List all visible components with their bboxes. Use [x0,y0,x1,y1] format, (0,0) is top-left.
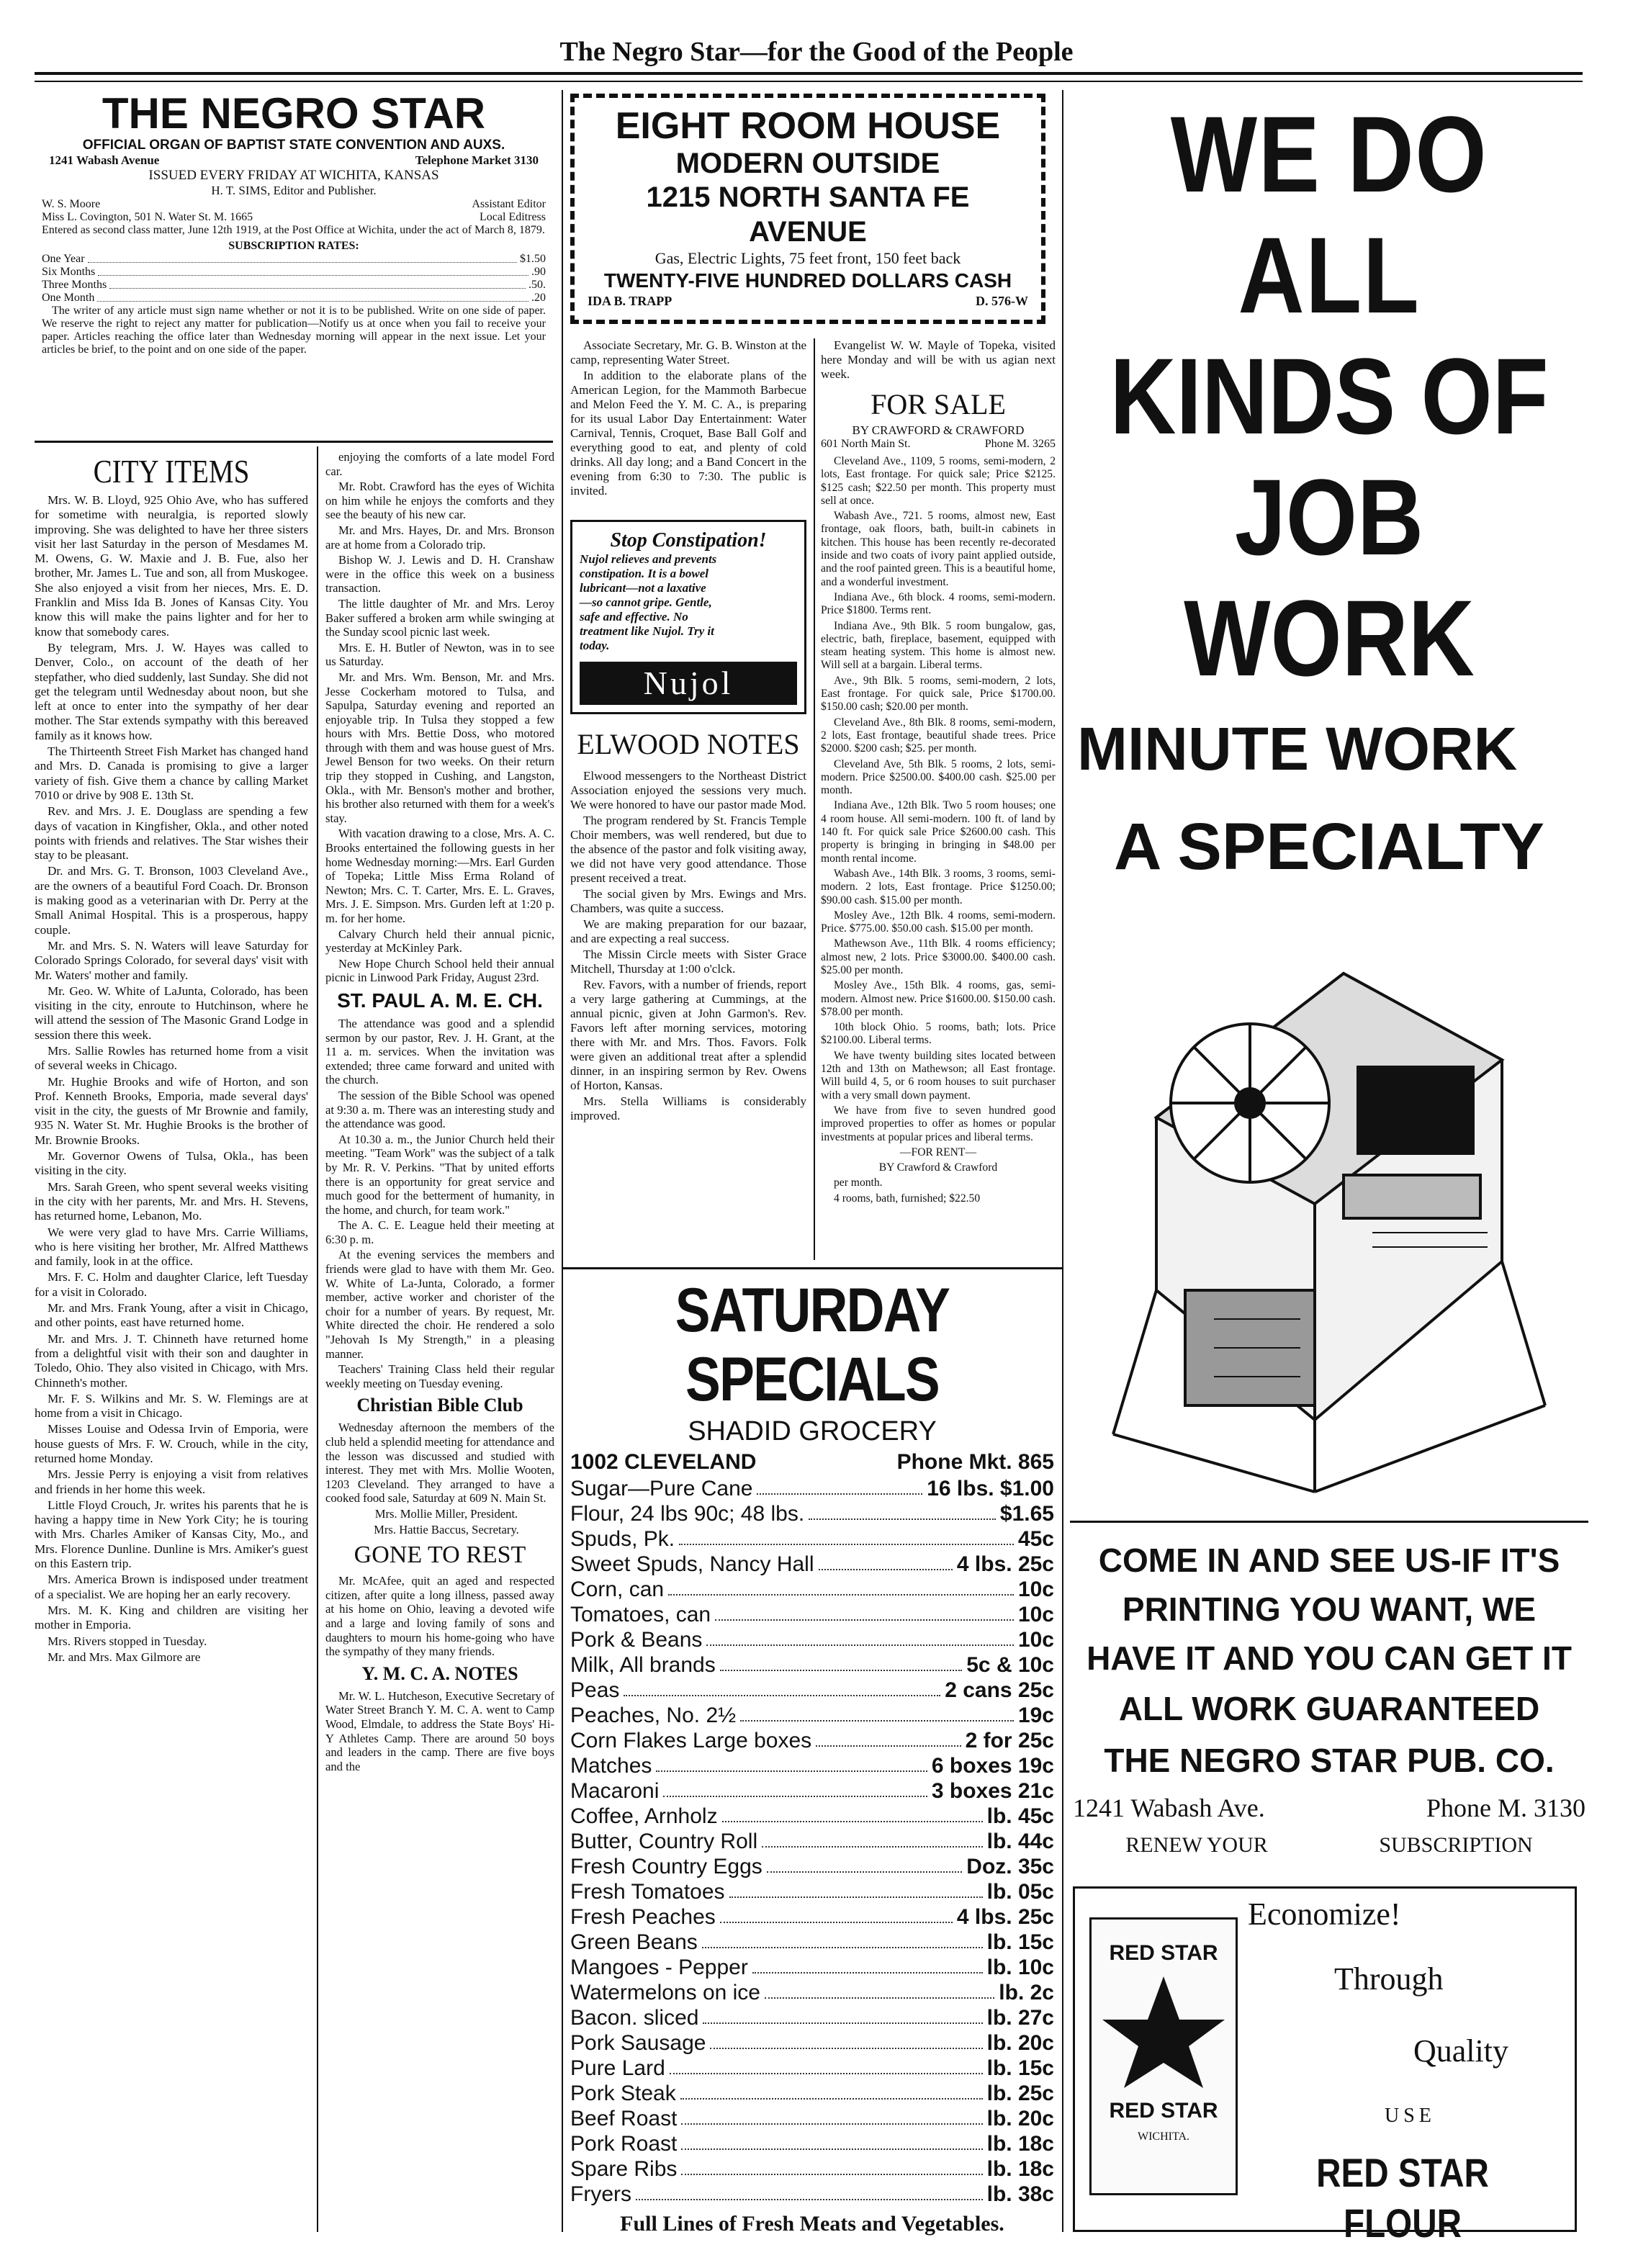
listing: Wabash Ave., 721. 5 rooms, almost new, East frontage, oak floors, bath, built-in cabinets in kitchen. This house has been recently re-decorated inside and two coats of ivory paint applied outside, and the roof painted green. This is a beautiful home, and a wonderful investment. [821,510,1056,588]
house-ad-line4: Gas, Electric Lights, 75 feet front, 150 feet back [654,249,961,267]
grocery-item-price: lb. 10c [986,1956,1054,1979]
grocery-item [570,1879,1054,1904]
rate-term: One Year [42,253,85,265]
masthead-phone: Telephone Market 3130 [415,153,539,167]
flour-brand: RED STAR FLOUR [1316,2150,1489,2246]
job-ad-lower [1070,1521,1588,1861]
nujol-headline: Stop Constipation! [610,529,767,552]
local-editress-role: Local Editress [480,211,546,223]
news-item: Mrs. Jessie Perry is enjoying a visit from relatives and friends in her home this week. [35,1467,308,1496]
leader-dots [624,1678,940,1696]
listing: Cleveland Ave., 8th Blk. 8 rooms, semi-modern, 2 lots, East frontage, beautiful shade trees. Price $2000. $200 cash; $25. per month. [821,716,1056,755]
flour-bag-top-label: RED STAR [1109,1941,1218,1965]
for-rent-title: —FOR RENT— [899,1146,977,1158]
grocery-item-price: 16 lbs. $1.00 [927,1477,1054,1500]
leader-dots [702,1930,983,1948]
rate-term: One Month [42,292,95,304]
news-item: In addition to the elaborate plans of the American Legion, for the Mammoth Barbecue and Melon Feed the Y. M. C. A., is preparing for its usual Labor Day Entertainment: Water Carnival, Tennis, Croquet, Base Ball Golf and everything good to eat, and plenty of cold drinks. All day long; and a Band Concert in the evening from 6:30 to 7:30. The public is invited. [570,369,806,498]
news-item: Mrs. W. B. Lloyd, 925 Ohio Ave, who has suffered for sometime with neuralgia, is reported slowly improving. She was delighted to have her three sisters visit her last Saturday in the person of Mesdames M. M. Owens, G. W. Maxie and J. B. Fue, also her brother, Mr. James L. Tue and son, all from Muskogee. She also enjoyed a visit from her nieces, Mrs. E. D. Franklin and Miss Ida B. Jones of Kansas City. You know this will make the pains lighter and for her to know that somebody cares. [35,493,308,639]
listing: Wabash Ave., 14th Blk. 3 rooms, 3 rooms, semi-modern. 2 lots, East frontage. Price $1250.00; $90.00 cash. $15.00 per month. [821,867,1056,906]
top-rule-thin [35,81,1583,82]
news-item: Elwood messengers to the Northeast District Association enjoyed the sessions very much. We were honored to have our pastor made Mod. [570,769,806,811]
news-item: Mr. and Mrs. Wm. Benson, Mr. and Mrs. Jesse Cockerham motored to Tulsa, and Sapulpa, Saturday evening and reported an enjoyable trip. In Tulsa they stopped a few hours with Mrs. Bettie Doss, who motored through with them and was house guest of Mrs. Jewel Benson for two weeks. On their return trip they stopped in Cushing, and Langston, Okla., with Mr. Benson's mother and brother, his brother also returned with them for a week's stay. [325,670,554,825]
house-ad-phone: D. 576-W [976,294,1028,308]
column-rule-3 [814,338,815,1260]
news-item: The session of the Bible School was opened at 9:30 a. m. There was an interesting study and the attendance was good. [325,1088,554,1131]
elwood-title: ELWOOD NOTES [577,728,800,760]
grocery-item [570,1854,1054,1879]
grocery-item-name: Pork Roast [570,2132,678,2156]
news-item: Mr. W. L. Hutcheson, Executive Secretary of Water Street Branch Y. M. C. A. went to Camp Wood, Elmdale, to address the State Boys' Hi-Y Athletes Camp. There are around 50 boys and leaders in the camp. There are five boys and the [325,1688,554,1773]
column-rule-2 [562,90,563,2232]
rate-price: .90 [531,266,546,278]
news-item: We were very glad to have Mrs. Carrie Williams, who is here visiting her brother, Mr. Alfred Matthews and family, look in at the office. [35,1225,308,1269]
grocery-item [570,1728,1054,1753]
listing: Mosley Ave., 12th Blk. 4 rooms, semi-modern. Price. $775.00. $50.00 cash. $15.00 per month. [821,909,1056,935]
grocery-item [570,2005,1054,2030]
news-item: Rev. Favors, with a number of friends, report a very large gathering at Cummings, at the annual picnic, given at John Garmon's. Rev. Favors left after morning services, motoring there with Mr. and Mrs. Thos. Favors. Folk were given an additional treat after a splendid dinner, in an inspiring sermon by Rev. Owens of Horton, Kansas. [570,978,806,1092]
job-ad-phone: Phone M. 3130 [1426,1794,1585,1822]
column-four [821,338,1056,1207]
listing: Mathewson Ave., 11th Blk. 4 rooms efficiency; almost new, 2 lots. Price $3000.00. $400.00 cash. $25.00 per month. [821,937,1056,976]
city-items-body [35,493,308,1665]
for-sale-address: 601 North Main St. [821,438,911,450]
column-two [325,450,554,1775]
leader-dots [715,1602,1014,1621]
flour-quality: Quality [1413,2033,1508,2069]
house-ad-line3: 1215 NORTH SANTA FE AVENUE [646,181,970,248]
column-three-top [570,338,806,498]
masthead [35,90,553,356]
news-item: Mr. and Mrs. J. T. Chinneth have returned home from a delightful visit with their son and daughter in Toledo, Ohio. They also visited in Chicago, with Mrs. Chinneth's mother. [35,1331,308,1390]
news-item: Misses Louise and Odessa Irvin of Emporia, were house guests of Mrs. F. W. Crouch, while in the city, returned home Monday. [35,1422,308,1465]
leader-dots [670,2056,983,2074]
grocery-item-price: lb. 20c [986,2031,1054,2055]
job-ad-line6: COME IN AND SEE US-IF IT'S [1098,1542,1560,1579]
job-ad-line2: KINDS OF [1110,336,1549,456]
news-item: Teachers' Training Class held their regular weekly meeting on Tuesday evening. [325,1362,554,1390]
news-item: Mrs. Sarah Green, who spent several weeks visiting in the city with her parents, Mr. and Mrs. H. Stevens, has returned home, Lebanon, Mo. [35,1179,308,1223]
grocery-item [570,1778,1054,1804]
grocery-item-price: lb. 05c [986,1880,1054,1904]
news-item: Mr. Robt. Crawford has the eyes of Wichita on him while he enjoys the comforts and they see the beauty of his new car. [325,480,554,522]
news-item: Mr. and Mrs. Max Gilmore are [48,1650,201,1664]
news-item: Mrs. Stella Williams is considerably improved. [570,1094,806,1122]
nujol-brand: Nujol [580,662,797,705]
news-item: Mr. Hughie Brooks and wife of Horton, and son Prof. Kenneth Brooks, Emporia, made several days' visit in the city, the guests of Mr Brownie and family, 935 N. Water St. Mr. Hughie Brooks is the brother of Mr. Brownie Brooks. [35,1074,308,1147]
listing: 10th block Ohio. 5 rooms, bath; lots. Price $2100.00. Liberal terms. [821,1021,1056,1047]
grocery-item-price: lb. 2c [999,1981,1054,2004]
grocery-item [570,1552,1054,1577]
grocery-item-price: 10c [1017,1628,1054,1652]
grocery-item [570,1501,1054,1526]
grocery-item [570,1526,1054,1552]
elwood-body [570,769,806,1123]
grocery-item [570,2131,1054,2156]
grocery-store: SHADID GROCERY [688,1416,937,1446]
asst-editor-role: Assistant Editor [472,198,546,210]
leader-dots [720,1904,953,1923]
rate-term: Six Months [42,266,96,278]
masthead-bottom-rule [35,441,553,443]
news-item: The program rendered by St. Francis Temple Choir members, was well rendered, but due to the absence of the pastor and folk visiting away, we did not have very good attendance. Those present received a treat. [570,814,806,885]
news-item: Mrs. Sallie Rowles has returned home from a visit of several weeks in Chicago. [35,1043,308,1073]
rates-title: SUBSCRIPTION RATES: [228,240,359,252]
news-item: The attendance was good and a splendid sermon by our pastor, Rev. J. H. Grant, at the 11 a. m. services. When the invitation was extended; three came forward and united with the church. [325,1016,554,1087]
grocery-item-name: Macaroni [570,1779,660,1803]
column-rule-4 [1062,90,1063,2232]
grocery-price-list [570,1476,1054,2207]
grocery-item-price: $1.65 [999,1502,1054,1526]
flour-economize: Economize! [1248,1896,1401,1932]
grocery-item-price: 4 lbs. 25c [956,1552,1054,1576]
leader-dots [819,1552,953,1570]
grocery-item [570,1753,1054,1778]
news-item: The little daughter of Mr. and Mrs. Leroy Baker suffered a broken arm while swinging at the Sunday scool picnic last week. [325,596,554,639]
running-head: The Negro Star—for the Good of the People [559,37,1074,67]
grocery-item-price: 2 for 25c [965,1729,1054,1752]
grocery-item [570,1476,1054,1501]
st-paul-title: ST. PAUL A. M. E. CH. [337,989,543,1012]
grocery-item [570,2081,1054,2106]
grocery-item-name: Fresh Tomatoes [570,1880,725,1904]
news-item: With vacation drawing to a close, Mrs. A. C. Brooks entertained the following guests in her home Wednesday morning:—Mrs. Earl Gurden of Topeka; Little Miss Erma Roland of Newton; Mrs. C. T. Carter, Mrs. E. L. Graves, Mrs. J. E. Simpson. Mrs. Gurden left at 1:20 p. m. for her home. [325,827,554,925]
job-ad-line8: HAVE IT AND YOU CAN GET IT [1087,1639,1572,1677]
leader-dots [757,1476,922,1495]
grocery-item-name: Corn, can [570,1578,665,1601]
for-sale-listings [821,455,1056,1205]
column-two-body [325,450,554,1773]
column-three [570,338,806,1125]
leader-dots [752,1955,983,1974]
news-item: Little Floyd Crouch, Jr. writes his parents that he is having a happy time in New York City; he is touring with Mrs. Charles Amiker of Kansas City, Mo., and Mrs. Florence Dunline. Dunline is Mrs. Amiker's guest on this Eastern trip. [35,1498,308,1571]
gone-to-rest-title: GONE TO REST [354,1542,526,1569]
house-ad-line5: TWENTY-FIVE HUNDRED DOLLARS CASH [603,269,1012,292]
grocery-item-price: lb. 20c [986,2107,1054,2130]
printing-press-icon [1070,887,1588,1521]
masthead-issued: ISSUED EVERY FRIDAY AT WICHITA, KANSAS [148,168,439,183]
house-ad-line2: MODERN OUTSIDE [675,148,940,179]
grocery-item-name: Sugar—Pure Cane [570,1477,753,1500]
grocery-item-name: Watermelons on ice [570,1981,760,2004]
flour-bag-bottom-label: RED STAR [1109,2099,1218,2123]
grocery-item-name: Pork Steak [570,2082,676,2105]
news-item: Mrs. E. H. Butler of Newton, was in to see us Saturday. [325,640,554,669]
shadid-grocery-ad [570,1276,1054,2238]
house-ad-line1: EIGHT ROOM HOUSE [615,105,1001,147]
flour-use: USE [1385,2105,1436,2127]
grocery-item-name: Fresh Peaches [570,1905,716,1929]
news-item: Mr. Governor Owens of Tulsa, Okla., has been visiting in the city. [35,1149,308,1178]
leader-dots [663,1778,927,1797]
grocery-item-name: Butter, Country Roll [570,1830,758,1853]
listing: We have twenty building sites located between 12th and 13th on Mathewson; all East frontage. Will build 4, 5, or 6 room houses to suit purchaser with a very small down payment. [821,1049,1056,1102]
leader-dots [767,1854,963,1873]
grocery-item [570,1955,1054,1980]
leader-dots [740,1703,1014,1722]
news-item: At the evening services the members and friends were glad to have with them Mr. Geo. W. White of La-Junta, Colorado, a former member, active worker and chorister of the choir for a number of years. By request, Mr. White directed the choir. He rendered a solo "Jehovah Is My Strength," in a pleasing manner. [325,1248,554,1361]
for-sale-phone: Phone M. 3265 [984,438,1056,450]
grocery-item-name: Flour, 24 lbs 90c; 48 lbs. [570,1502,805,1526]
renew-your: RENEW YOUR [1125,1833,1268,1857]
news-item: Mrs. America Brown is indisposed under treatment of a specialist. We are hoping her an early recovery. [35,1572,308,1601]
news-item: Mr. McAfee, quit an aged and respected citizen, after quite a long illness, passed away at his home on Ohio, leaving a devoted wife and a large and loving family of sons and daughters to mourn his home-going who have the sympathy of they many friends. [325,1574,554,1659]
grocery-item [570,2106,1054,2131]
news-item: Mrs. M. K. King and children are visiting her mother in Emporia. [35,1603,308,1632]
news-item: Calvary Church held their annual picnic, yesterday at McKinley Park. [325,927,554,955]
listing: We have from five to seven hundred good improved properties to offer as homes or popular investments at popular prices and liberal terms. [821,1104,1056,1143]
listing: Cleveland Ave., 1109, 5 rooms, semi-modern, 2 lots, East frontage. For quick sale; Price $2125. $125 cash; $22.50 per month. This property must sell at once. [821,455,1056,507]
leader-dots [729,1879,983,1898]
leader-dots [816,1728,961,1747]
red-star-flour-ad [1073,1886,1577,2246]
leader-dots [636,2182,983,2200]
city-items-title: CITY ITEMS [93,453,250,490]
news-item: New Hope Church School held their annual picnic in Linwood Park Friday, August 23rd. [325,956,554,985]
news-item: Mrs. Rivers stopped in Tuesday. [48,1634,207,1648]
news-item: At 10.30 a. m., the Junior Church held their meeting. "Team Work" was the subject of a talk by Mr. R. V. Perkins. "That by united efforts there is an opportunity for great service and much good for the betterment of humanity, in the home, and church, for team work." [325,1132,554,1217]
ymca-title: Y. M. C. A. NOTES [361,1662,518,1684]
leader-dots [710,2030,982,2049]
news-item: Bishop W. J. Lewis and D. H. Cranshaw were in the office this week on a business transaction. [325,553,554,595]
leader-dots [681,2131,982,2150]
leader-dots [703,2005,982,2024]
news-item: Evangelist W. W. Mayle of Topeka, visited here Monday and will be with us agian next week. [821,338,1056,381]
leader-dots [706,1627,1014,1646]
grocery-item-name: Milk, All brands [570,1653,716,1677]
grocery-item-price: lb. 15c [986,1930,1054,1954]
news-item: The social given by Mrs. Ewings and Mrs. Chambers, was quite a success. [570,887,806,915]
grocery-item-name: Fryers [570,2182,631,2206]
for-sale-title: FOR SALE [871,388,1006,420]
masthead-address: 1241 Wabash Avenue [49,153,160,167]
grocery-item-name: Pork & Beans [570,1628,703,1652]
grocery-item [570,1577,1054,1602]
rate-price: $1.50 [520,253,546,265]
news-item: enjoying the comforts of a late model Ford car. [325,450,554,478]
grocery-item-price: Doz. 35c [966,1855,1054,1878]
grocery-item [570,1703,1054,1728]
grocery-item-price: lb. 38c [986,2182,1054,2206]
grocery-item-name: Pork Sausage [570,2031,706,2055]
listing: Ave., 9th Blk. 5 rooms, semi-modern, 2 lots, East frontage. For quick sale, Price $1700.00. $150.00 cash; $20.00 per month. [821,674,1056,714]
listing: Mosley Ave., 15th Blk. 4 rooms, gas, semi-modern. Almost new. Price $1600.00. $150.00 cash. $78.00 per month. [821,979,1056,1018]
grocery-item-price: 3 boxes 21c [931,1779,1054,1803]
masthead-editor: H. T. SIMS, Editor and Publisher. [211,184,377,197]
news-item: The Missin Circle meets with Sister Grace Mitchell, Thursday at 1:00 o'clck. [570,948,806,976]
grocery-item-price: 6 boxes 19c [931,1754,1054,1778]
grocery-item-name: Mangoes - Pepper [570,1956,748,1979]
leader-dots [668,1577,1014,1596]
grocery-phone: Phone Mkt. 865 [896,1450,1054,1474]
grocery-item [570,1829,1054,1854]
flour-bag-city: WICHITA. [1137,2130,1190,2143]
house-for-sale-ad [570,94,1045,324]
masthead-notice: The writer of any article must sign name whether or not it is to be published. Write on one side of paper. We reserve the right to reject any matter for publication—Notify us at once when you fail to receive your paper. Articles reaching the office later than Wednesday morning will appear in the next issue. Let your articles be brief, to the point and on one side of the paper. [42,305,546,356]
grocery-item-name: Pure Lard [570,2056,665,2080]
grocery-item-name: Peaches, No. 2½ [570,1704,737,1727]
grocery-item-name: Fresh Country Eggs [570,1855,762,1878]
rate-term: Three Months [42,279,107,291]
grocery-item-price: 2 cans 25c [945,1678,1054,1702]
job-ad-line9: ALL WORK GUARANTEED [1118,1690,1540,1727]
job-work-ad [1070,94,1588,1861]
leader-dots [679,1526,1014,1545]
grocery-item [570,2156,1054,2182]
listing: Indiana Ave., 12th Blk. Two 5 room houses; one 4 room house. All semi-modern. 100 ft. of land by 140 ft. For quick sale Price $2600.00 cash. This property is bringing in bringing in $48.00 per month rental income. [821,799,1056,865]
for-rent-line: per month. [834,1176,883,1189]
for-sale-agent: BY CRAWFORD & CRAWFORD [852,423,1025,437]
evangelist-item [821,338,1056,382]
grocery-item-name: Peas [570,1678,620,1702]
news-item: Associate Secretary, Mr. G. B. Winston at the camp, representing Water Street. [570,338,806,366]
top-rule [35,72,1583,75]
printing-press-illustration [1070,887,1588,1521]
grocery-item-price: lb. 18c [986,2132,1054,2156]
grocery-item-price: lb. 15c [986,2056,1054,2080]
grocery-item [570,1602,1054,1627]
job-ad-line7: PRINTING YOU WANT, WE [1122,1590,1537,1628]
grocery-item [570,2182,1054,2207]
bible-club-title: Christian Bible Club [356,1395,523,1416]
leader-dots [762,1829,982,1848]
grocery-item-name: Spuds, Pk. [570,1527,675,1551]
grocery-item-price: lb. 18c [986,2157,1054,2181]
job-ad-line3: JOB WORK [1184,456,1475,698]
grocery-item-name: Matches [570,1754,652,1778]
news-item: Mr. and Mrs. Frank Young, after a visit in Chicago, and other points, east have returned home. [35,1301,308,1330]
club-secretary: Mrs. Hattie Baccus, Secretary. [374,1522,519,1536]
nujol-body: Nujol relieves and prevents constipation. It is a bowel lubricant—not a laxative—so cannot gripe. Gentle, safe and effective. No treatment like Nujol. Try it today. [580,552,717,652]
leader-dots [765,1980,994,1999]
news-item: Mr. and Mrs. Hayes, Dr. and Mrs. Bronson are at home from a Colorado trip. [325,523,554,552]
grocery-footer: Full Lines of Fresh Meats and Vegetables. [620,2212,1004,2236]
grocery-item-price: lb. 25c [986,2082,1054,2105]
leader-dots [720,1652,962,1671]
grocery-item-price: lb. 45c [986,1804,1054,1828]
leader-dots [681,2156,982,2175]
listing: Cleveland Ave, 5th Blk. 5 rooms, 2 lots, semi-modern. Price $2500.00. $400.00 cash. $25.00 per month. [821,757,1056,797]
grocery-address: 1002 CLEVELAND [570,1450,757,1474]
grocery-item [570,1652,1054,1678]
grocery-item-name: Beef Roast [570,2107,678,2130]
news-item: Dr. and Mrs. G. T. Bronson, 1003 Cleveland Ave., are the owners of a beautiful Ford Coach. Dr. Bronson is making good as a veterinarian with Dr. Perry at the Small Animal Hospital. This is a prosperous, happy couple. [35,864,308,937]
grocery-item [570,2056,1054,2081]
grocery-item-name: Tomatoes, can [570,1603,711,1626]
listing: Indiana Ave., 9th Blk. 5 room bungalow, gas, electric, bath, fireplace, basement, equipped with steam heating system. This home is almost new. Will sell at a bargain. Liberal terms. [821,619,1056,672]
grocery-item-name: Sweet Spuds, Nancy Hall [570,1552,814,1576]
flour-through: Through [1334,1961,1444,1997]
grocery-item [570,2030,1054,2056]
rate-price: .20 [531,292,546,304]
job-ad-address: 1241 Wabash Ave. [1073,1794,1265,1822]
job-ad-line4: MINUTE WORK [1077,715,1518,783]
for-rent-item: 4 rooms, bath, furnished; $22.50 [834,1192,981,1205]
grocery-item [570,1980,1054,2005]
news-item: Wednesday afternoon the members of the club held a splendid meeting for attendance and the lesson was discussed and studied with interest. They met with Mrs. Mollie Wooten, 1203 Cleveland. They arranged to have a cooked food sale, Saturday at 609 N. Main St. [325,1421,554,1506]
job-ad-line10: THE NEGRO STAR PUB. CO. [1104,1742,1555,1779]
grocery-item-price: 4 lbs. 25c [956,1905,1054,1929]
city-items-column [35,450,308,1666]
news-item: Mr. Geo. W. White of LaJunta, Colorado, has been visiting in the city, enroute to Hutchinson, where he will attend the session of The Masonic Grand Lodge in session there this week. [35,984,308,1042]
leader-dots [681,2106,982,2125]
grocery-top-rule [562,1267,1062,1269]
leader-dots [656,1753,927,1772]
masthead-subtitle: OFFICIAL ORGAN OF BAPTIST STATE CONVENTION AND AUXS. [82,138,505,153]
for-rent-agent: BY Crawford & Crawford [878,1161,998,1174]
star-icon [1092,1966,1236,2095]
news-item: Mrs. F. C. Holm and daughter Clarice, left Tuesday for a visit in Colorado. [35,1270,308,1299]
grocery-item-price: lb. 44c [986,1830,1054,1853]
job-ad-line1: WE DO ALL [1170,94,1488,336]
grocery-item-name: Bacon. sliced [570,2006,699,2030]
grocery-item-name: Spare Ribs [570,2157,678,2181]
news-item: Mr. and Mrs. S. N. Waters will leave Saturday for Colorado Springs Colorado, for several days' visit with Mr. Waters' mother and family. [35,938,308,982]
grocery-item-price: 5c & 10c [966,1653,1054,1677]
asst-editor-name: W. S. Moore [42,198,101,210]
grocery-item [570,1930,1054,1955]
grocery-item [570,1804,1054,1829]
grocery-item-name: Corn Flakes Large boxes [570,1729,812,1752]
grocery-item-price: lb. 27c [986,2006,1054,2030]
rate-price: .50. [528,279,546,291]
news-item: The Thirteenth Street Fish Market has changed hand and Mrs. D. Canada is promising to give a larger variety of fish. Give them a chance by calling Market 7010 or drive by 908 E. 13th St. [35,744,308,802]
grocery-item-price: 45c [1017,1527,1054,1551]
rates-table [35,253,553,305]
grocery-item-price: 10c [1017,1578,1054,1601]
masthead-entered: Entered as second class matter, June 12th 1919, at the Post Office at Wichita, under the act of March 8, 1879. [42,224,545,236]
listing: Indiana Ave., 6th block. 4 rooms, semi-modern. Price $1800. Terms rent. [821,590,1056,617]
news-item: The A. C. E. League held their meeting at 6:30 p. m. [325,1218,554,1246]
grocery-item-price: 19c [1017,1704,1054,1727]
grocery-item [570,1627,1054,1652]
grocery-item-name: Coffee, Arnholz [570,1804,718,1828]
news-item: By telegram, Mrs. J. W. Hayes was called to Denver, Colo., on account of the death of her stepfather, who died suddenly, last Sunday. She did not get the telegram until Wednesday about noon, but she left at once to enter into the sympathy of her dear mother. The Star extends sympathy with this bereaved family as it knows how. [35,640,308,742]
news-item: Rev. and Mrs. J. E. Douglass are spending a few days of vacation in Kingfisher, Okla., and other noted points with friends and relatives. The Star wishes their stay to be pleasant. [35,804,308,863]
grocery-item [570,1904,1054,1930]
leader-dots [680,2081,983,2100]
grocery-title: SATURDAY SPECIALS [675,1276,950,1414]
renew-subscription: SUBSCRIPTION [1379,1833,1533,1857]
job-ad-line5: A SPECIALTY [1113,810,1545,883]
masthead-title: THE NEGRO STAR [102,89,486,138]
house-ad-agent: IDA B. TRAPP [588,294,672,308]
grocery-item-price: 10c [1017,1603,1054,1626]
local-editress-name: Miss L. Covington, 501 N. Water St. M. 1665 [42,211,253,223]
flour-bag-illustration [1089,1917,1238,2195]
leader-dots [722,1804,983,1822]
club-president: Mrs. Mollie Miller, President. [374,1506,518,1521]
news-item: Mr. F. S. Wilkins and Mr. S. W. Flemings are at home from a visit in Chicago. [35,1391,308,1421]
grocery-item-name: Green Beans [570,1930,698,1954]
grocery-item [570,1678,1054,1703]
column-rule-1 [317,446,318,2232]
leader-dots [809,1501,996,1520]
nujol-ad [570,520,806,714]
news-item: We are making preparation for our bazaar, and are expecting a real success. [570,917,806,945]
